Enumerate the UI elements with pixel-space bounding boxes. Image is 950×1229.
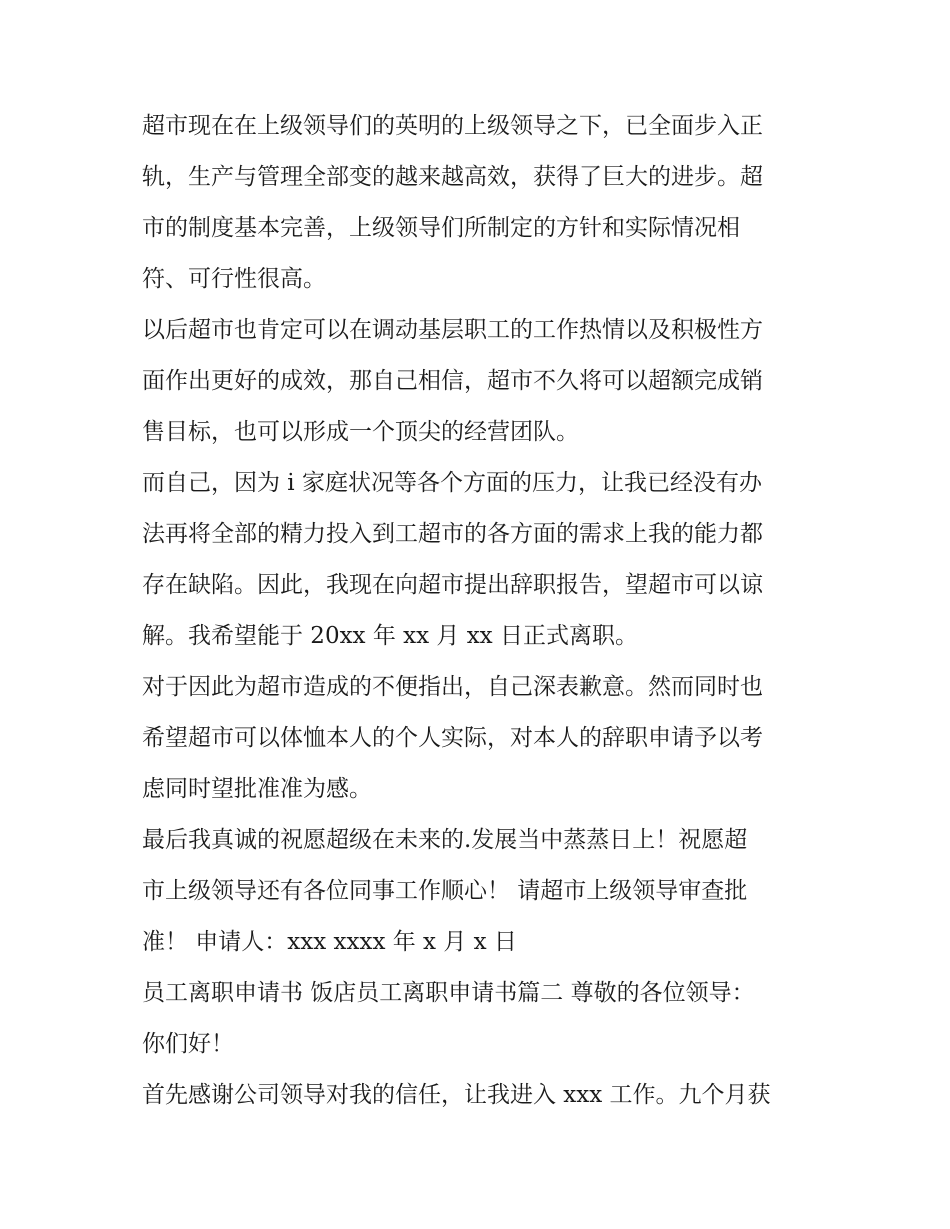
text-line-16: 市上级领导还有各位同事工作顺心！ 请超市上级领导审查批 bbox=[142, 878, 748, 904]
text-line-20: 首先感谢公司领导对我的信任，让我进入 xxx 工作。九个月获 bbox=[142, 1082, 771, 1108]
text-line-14: 虑同时望批准准为感。 bbox=[142, 776, 372, 802]
document-body bbox=[142, 101, 822, 1121]
text-line-15: 最后我真诚的祝愿超级在未来的.发展当中蒸蒸日上！祝愿超 bbox=[142, 827, 748, 853]
text-line-3: 市的制度基本完善，上级领导们所制定的方针和实际情况相 bbox=[142, 215, 740, 241]
text-line-2: 轨，生产与管理全部变的越来越高效，获得了巨大的进步。超 bbox=[142, 164, 763, 190]
text-line-12: 对于因此为超市造成的不便指出，自己深表歉意。然而同时也 bbox=[142, 674, 763, 700]
text-line-19: 你们好！ bbox=[142, 1031, 234, 1057]
text-line-17: 准！ 申请人：xxx xxxx 年 x 月 x 日 bbox=[142, 929, 517, 955]
text-line-9: 法再将全部的精力投入到工超市的各方面的需求上我的能力都 bbox=[142, 521, 763, 547]
text-line-1: 超市现在在上级领导们的英明的上级领导之下，已全面步入正 bbox=[142, 113, 763, 139]
text-line-13: 希望超市可以体恤本人的个人实际，对本人的辞职申请予以考 bbox=[142, 725, 763, 751]
text-line-4: 符、可行性很高。 bbox=[142, 266, 326, 292]
text-line-10: 存在缺陷。因此，我现在向超市提出辞职报告，望超市可以谅 bbox=[142, 572, 763, 598]
text-line-18: 员工离职申请书 饭店员工离职申请书篇二 尊敬的各位领导： bbox=[142, 980, 755, 1006]
text-line-8: 而自己，因为 i 家庭状况等各个方面的压力，让我已经没有办 bbox=[142, 470, 762, 496]
text-line-11: 解。我希望能于 20xx 年 xx 月 xx 日正式离职。 bbox=[142, 623, 638, 649]
text-line-6: 面作出更好的成效，那自己相信，超市不久将可以超额完成销 bbox=[142, 368, 763, 394]
text-line-5: 以后超市也肯定可以在调动基层职工的工作热情以及积极性方 bbox=[142, 317, 763, 343]
text-line-7: 售目标，也可以形成一个顶尖的经营团队。 bbox=[142, 419, 579, 445]
